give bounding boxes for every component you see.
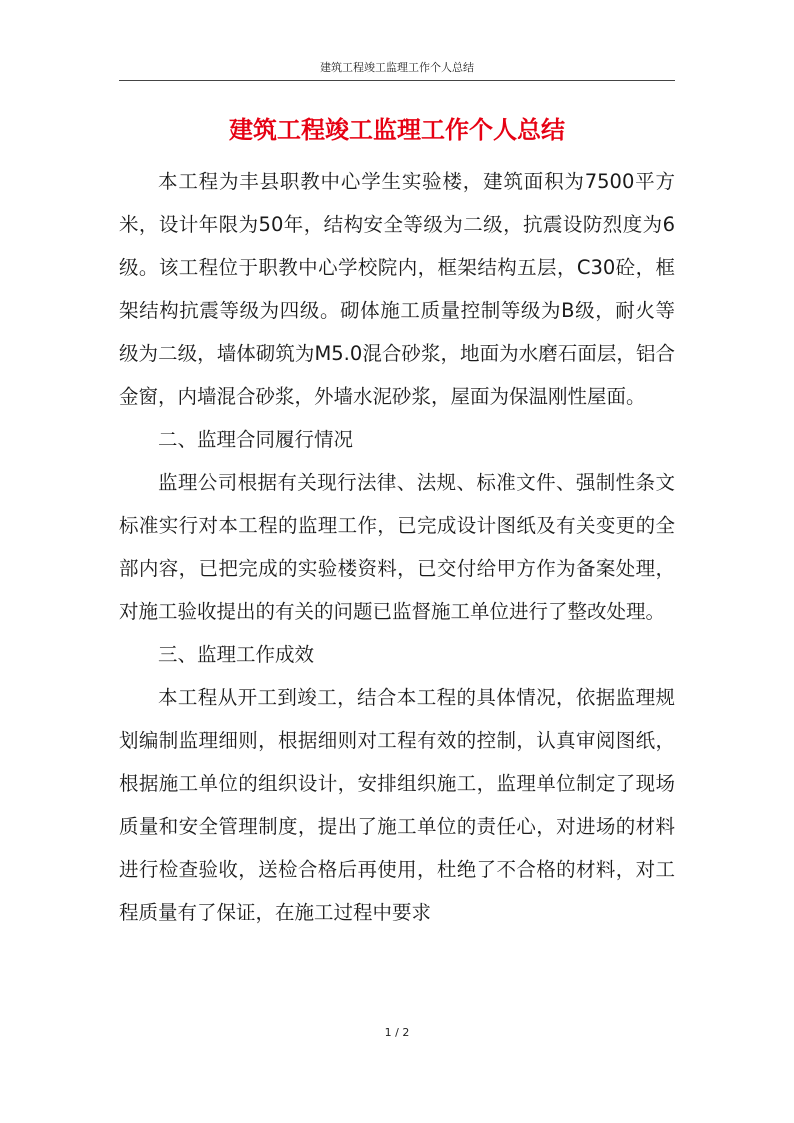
section-heading-contract: 二、监理合同履行情况	[158, 428, 354, 451]
paragraph-contract-performance: 监理公司根据有关现行法律、法规、标准文件、强制性条文标准实行对本工程的监理工作，已完成设计图纸及有关变更的全部内容，已把完成的实验楼资料，已交付给甲方作为备案处理，对施工验收提出的有关的问题已监督施工单位进行了整改处理。	[119, 471, 675, 623]
paragraph-project-overview: 本工程为丰县职教中心学生实验楼，建筑面积为7500平方米，设计年限为50年，结构安全等级为二级，抗震设防烈度为6级。该工程位于职教中心学校院内，框架结构五层，C30砼，框架结构抗震等级为四级。砌体施工质量控制等级为B级，耐火等级为二级，墙体砌筑为M5.0混合砂浆，地面为水磨石面层，铝合金窗，内墙混合砂浆，外墙水泥砂浆，屋面为保温刚性屋面。	[119, 170, 675, 408]
paragraph-supervision-results: 本工程从开工到竣工，结合本工程的具体情况，依据监理规划编制监理细则，根据细则对工程有效的控制，认真审阅图纸，根据施工单位的组织设计，安排组织施工，监理单位制定了现场质量和安全管理制度，提出了施工单位的责任心，对进场的材料进行检查验收，送检合格后再使用，杜绝了不合格的材料，对工程质量有了保证，在施工过程中要求	[119, 686, 675, 924]
header-divider	[119, 80, 675, 81]
section-heading-results: 三、监理工作成效	[158, 643, 315, 666]
document-body	[119, 160, 675, 934]
running-header: 建筑工程竣工监理工作个人总结	[320, 61, 474, 74]
page-number: 1 / 2	[384, 1026, 410, 1039]
document-title: 建筑工程竣工监理工作个人总结	[229, 116, 565, 144]
